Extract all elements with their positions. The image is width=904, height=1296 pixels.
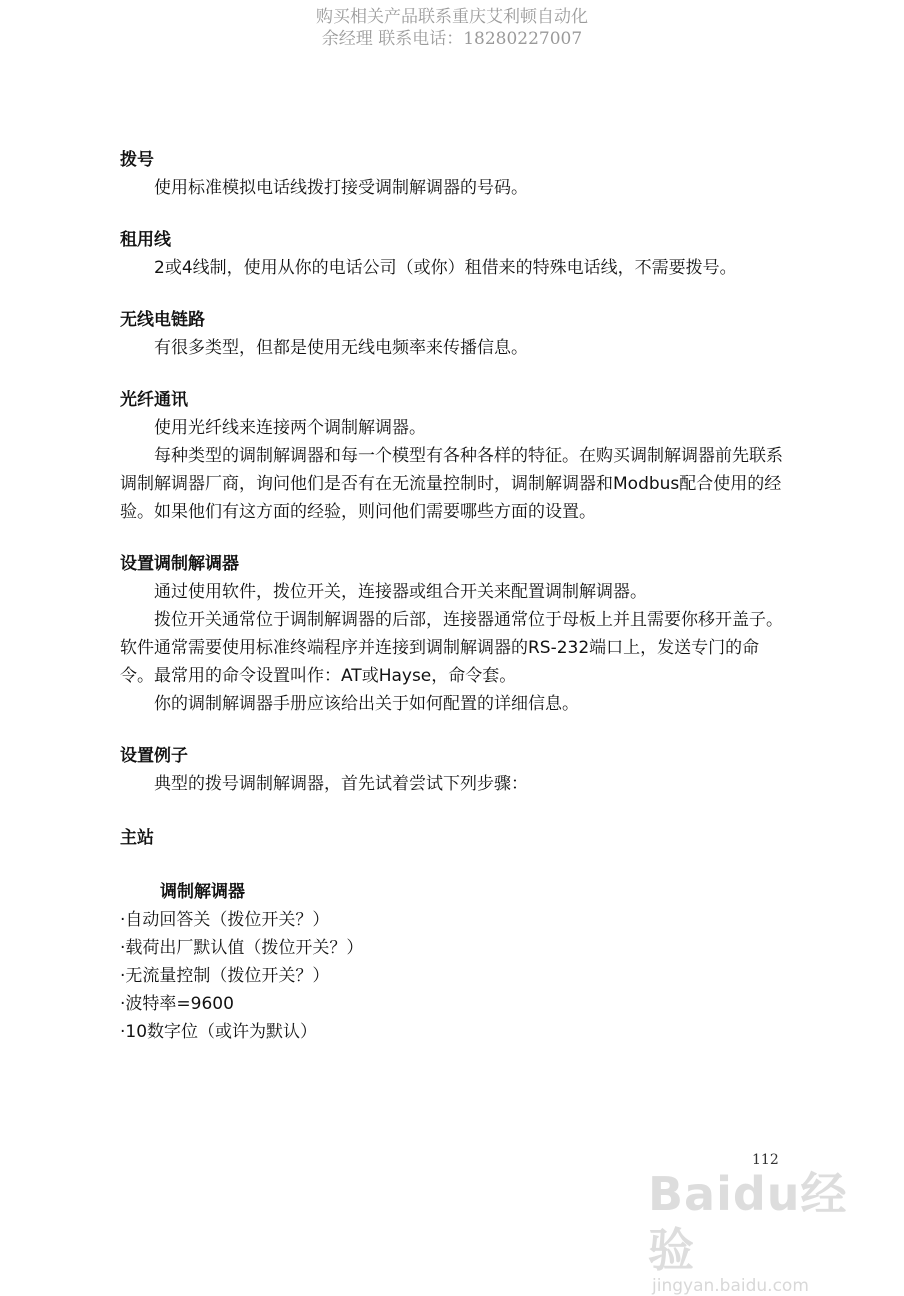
page-header [0,6,904,50]
header-line-1: 购买相关产品联系重庆艾利顿自动化 [316,7,588,27]
list-item: ·波特率=9600 [120,994,234,1014]
section-text-fiber-2: 每种类型的调制解调器和每一个模型有各种各样的特征。在购买调制解调器前先联系调制解调器厂商，询问他们是否有在无流量控制时，调制解调器和Modbus配合使用的经验。如果他们有这方面的经验，则问他们需要哪些方面的设置。 [120,446,783,522]
section-text-setup-3: 你的调制解调器手册应该给出关于如何配置的详细信息。 [154,694,579,714]
section-title-example: 设置例子 [120,746,188,766]
section-title-dial: 拨号 [120,150,154,170]
list-item: ·自动回答关（拨位开关？） [120,910,330,930]
baidu-watermark [648,1166,888,1296]
section-text-fiber-1: 使用光纤线来连接两个调制解调器。 [154,418,426,438]
section-title-leased: 租用线 [120,230,171,250]
section-text-setup-2: 拨位开关通常位于调制解调器的后部，连接器通常位于母板上并且需要你移开盖子。软件通常需要使用标准终端程序并连接到调制解调器的RS-232端口上，发送专门的命令。最常用的命令设置叫作：AT或Hayse，命令套。 [120,610,783,686]
section-title-fiber: 光纤通讯 [120,390,188,410]
section-title-master: 主站 [120,828,154,848]
page-number: 112 [752,1152,779,1168]
list-item: ·10数字位（或许为默认） [120,1022,318,1042]
header-line-2: 余经理 联系电话：18280227007 [321,29,583,49]
section-title-setup: 设置调制解调器 [120,554,239,574]
section-text-radio: 有很多类型，但都是使用无线电频率来传播信息。 [154,338,528,358]
section-text-leased: 2或4线制，使用从你的电话公司（或你）租借来的特殊电话线，不需要拨号。 [154,258,737,278]
section-text-dial: 使用标准模拟电话线拨打接受调制解调器的号码。 [154,178,528,198]
section-text-setup-1: 通过使用软件，拨位开关，连接器或组合开关来配置调制解调器。 [154,582,647,602]
watermark-url: jingyan.baidu.com [652,1276,809,1296]
section-text-example: 典型的拨号调制解调器，首先试着尝试下列步骤： [154,774,528,794]
list-item: ·无流量控制（拨位开关？） [120,966,330,986]
section-subtitle-modem: 调制解调器 [160,882,245,902]
document-body [120,146,790,1046]
baidu-logo: Baidu经验 [648,1167,848,1277]
list-item: ·载荷出厂默认值（拨位开关？） [120,938,364,958]
section-title-radio: 无线电链路 [120,310,205,330]
